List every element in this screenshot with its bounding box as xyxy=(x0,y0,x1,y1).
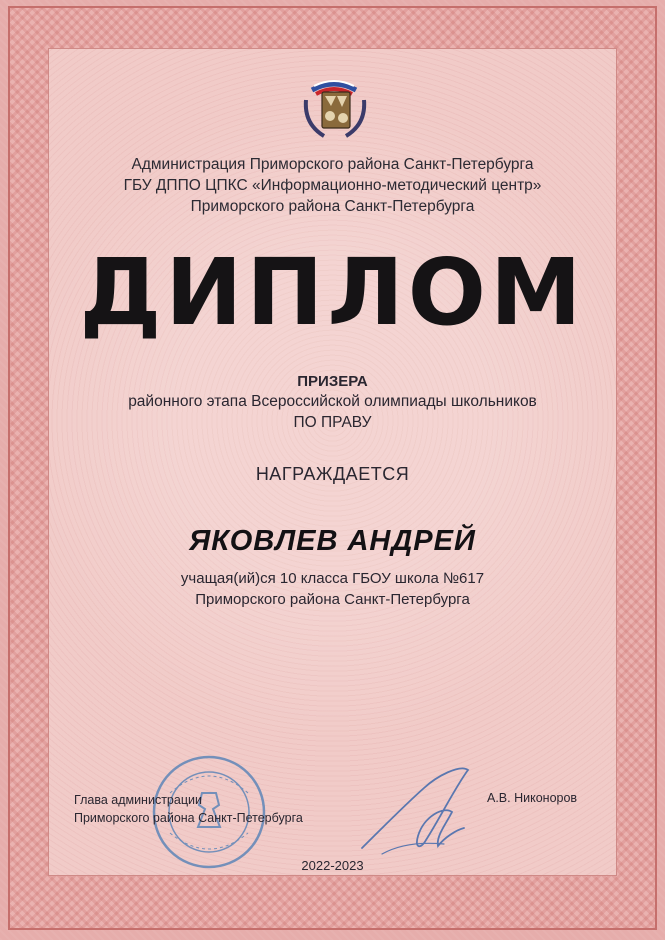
diploma-title: ДИПЛОМ xyxy=(79,239,586,346)
signatory-position-line2: Приморского района Санкт-Петербурга xyxy=(74,811,303,825)
recipient-district: Приморского района Санкт-Петербурга xyxy=(195,591,470,608)
header-line-3: Приморского района Санкт-Петербурга xyxy=(190,198,475,215)
signatory-position xyxy=(74,791,303,827)
olympiad-emblem-icon xyxy=(298,76,372,142)
awarded-label: НАГРАЖДАЕТСЯ xyxy=(255,464,410,484)
award-subject: ПО ПРАВУ xyxy=(293,414,372,431)
header-line-1: Администрация Приморского района Санкт-Петербурга xyxy=(131,156,534,173)
academic-year: 2022-2023 xyxy=(301,858,364,873)
header-line-2: ГБУ ДППО ЦПКС «Информационно-методический центр» xyxy=(123,177,542,194)
award-event: районного этапа Всероссийской олимпиады школьников xyxy=(128,393,537,410)
signatory-position-line1: Глава администрации xyxy=(74,793,202,807)
award-status: ПРИЗЕРА xyxy=(297,373,368,390)
signature-icon xyxy=(352,758,482,868)
recipient-school: учащая(ий)ся 10 класса ГБОУ школа №617 xyxy=(180,570,485,587)
signatory-name: А.В. Никоноров xyxy=(487,791,578,805)
recipient-name: ЯКОВЛЕВ АНДРЕЙ xyxy=(189,525,476,557)
